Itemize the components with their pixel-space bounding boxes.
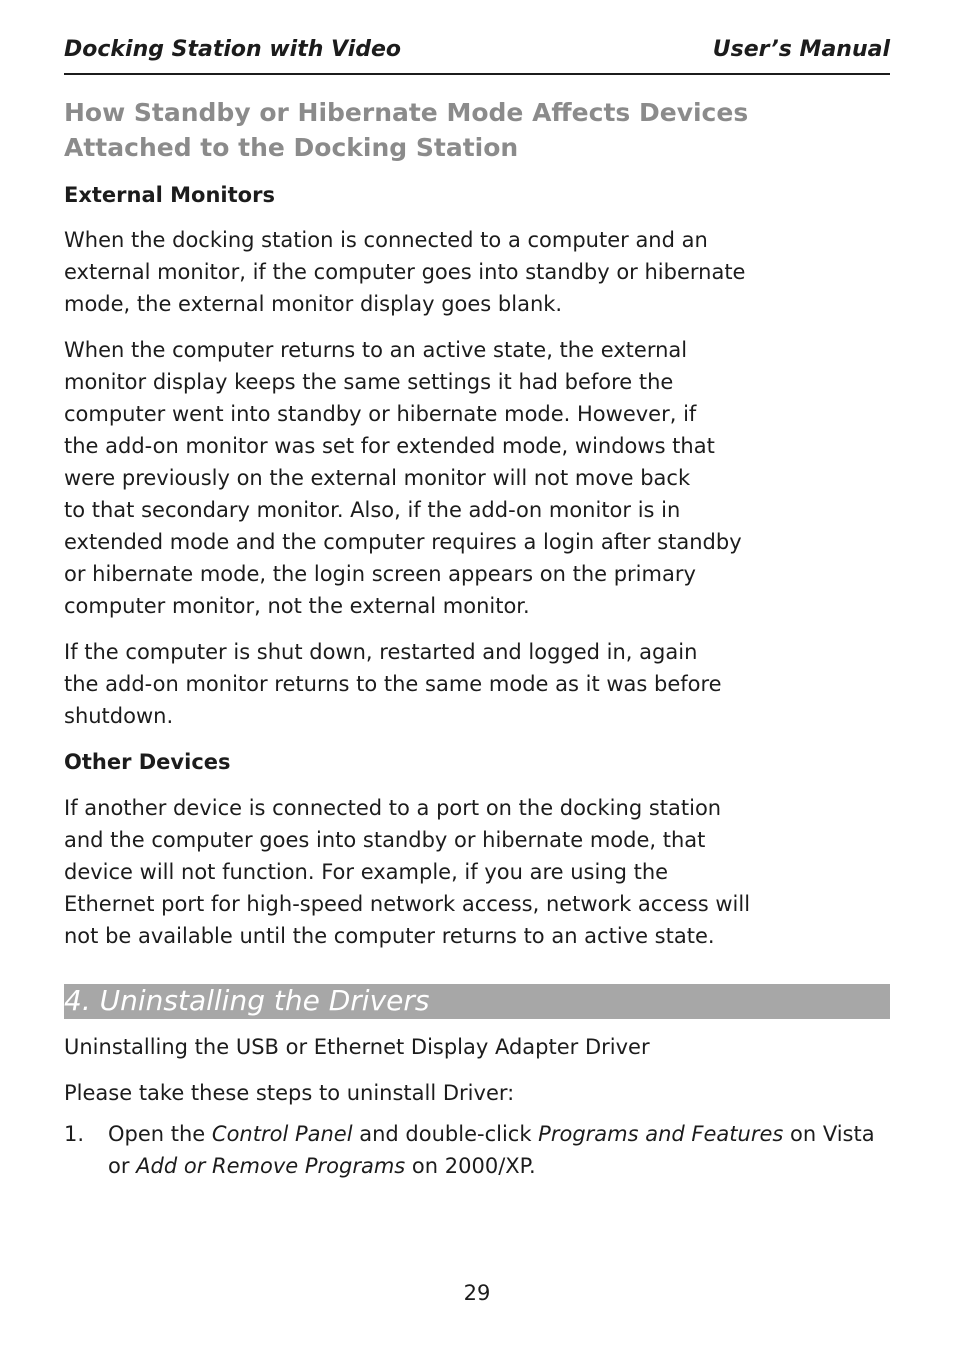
step-text-part: Open the (108, 1122, 212, 1146)
chapter-intro: Uninstalling the USB or Ethernet Display Adapter Driver (64, 1035, 650, 1059)
header-document-title: Docking Station with Video (64, 37, 402, 62)
chapter-heading-bar (64, 984, 890, 1019)
step-text-part: on Vista or (108, 1122, 875, 1178)
external-monitors-paragraph-3: If the computer is shut down, restarted and logged in, again the add-on monitor returns to the same mode as it was before shutdown. (64, 640, 722, 728)
add-remove-programs-term: Add or Remove Programs (136, 1154, 406, 1178)
section-title-line-2: Attached to the Docking Station (64, 133, 519, 162)
section-title (64, 95, 890, 165)
external-monitors-paragraph-1: When the docking station is connected to a computer and an external monitor, if the computer goes into standby or hibernate mode, the external monitor display goes blank. (64, 228, 746, 316)
running-header (64, 36, 890, 75)
external-monitors-heading: External Monitors (64, 183, 275, 207)
step-text-part: and double-click (352, 1122, 539, 1146)
header-manual-label: User’s Manual (712, 37, 890, 62)
other-devices-paragraph: If another device is connected to a port on the docking station and the computer goes into standby or hibernate mode, that device will not function. For example, if you are using the Ethernet port for high-speed network access, network access will not be available until the computer returns to an active state. (64, 796, 751, 948)
programs-and-features-term: Programs and Features (538, 1122, 784, 1146)
chapter-title: 4. Uninstalling the Drivers (64, 984, 430, 1017)
external-monitors-paragraph-2: When the computer returns to an active state, the external monitor display keeps the same settings it had before the computer went into standby or hibernate mode. However, if the add-on monitor was set for extended mode, windows that were previously on the external monitor will not move back to that secondary monitor. Also, if the add-on monitor is in extended mode and the computer requires a login after standby or hibernate mode, the login screen appears on the primary computer monitor, not the external monitor. (64, 338, 742, 618)
step-text-part: on 2000/XP. (405, 1154, 536, 1178)
other-devices-heading: Other Devices (64, 750, 231, 774)
chapter-instruction: Please take these steps to uninstall Driver: (64, 1081, 515, 1105)
control-panel-term: Control Panel (211, 1122, 353, 1146)
step-number: 1. (64, 1122, 85, 1146)
step-text (108, 1118, 890, 1182)
section-title-line-1: How Standby or Hibernate Mode Affects Devices (64, 98, 749, 127)
page-number: 29 (463, 1281, 491, 1305)
